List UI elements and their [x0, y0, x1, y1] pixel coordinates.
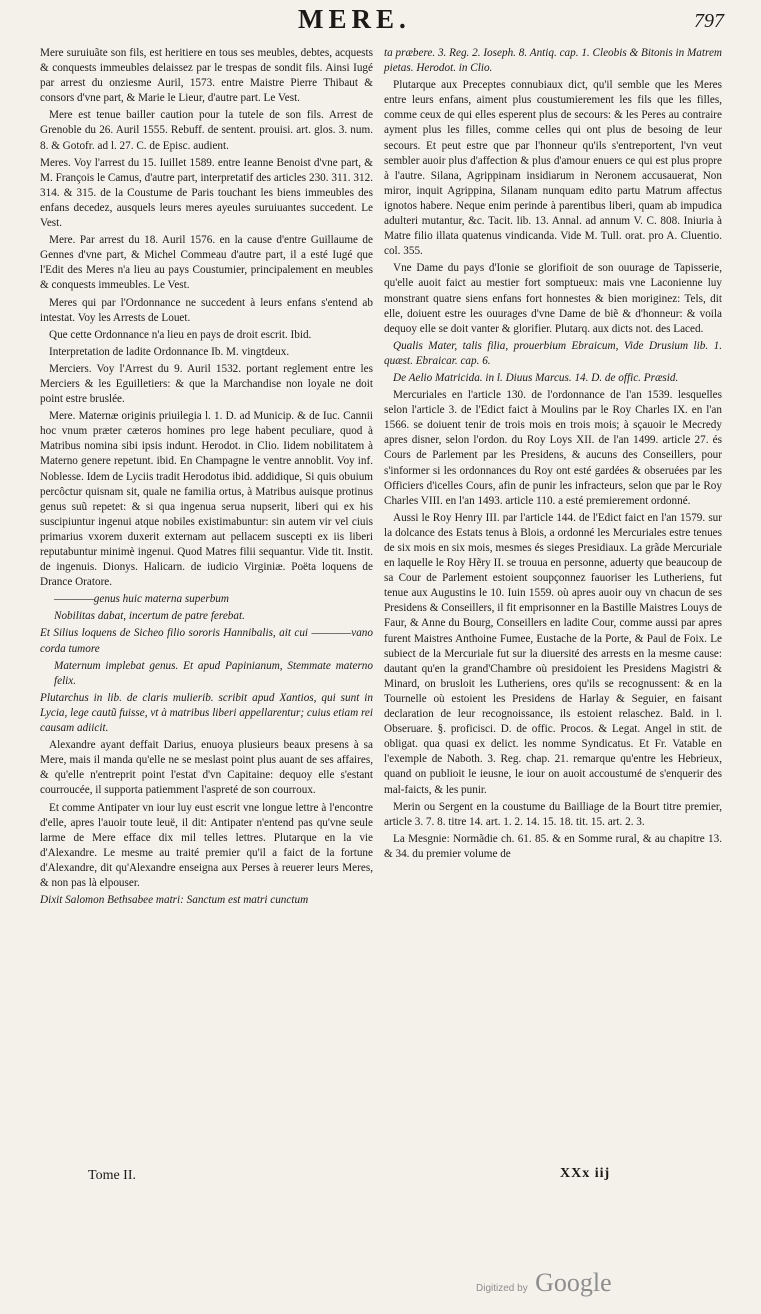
google-logo: Google	[535, 1268, 612, 1297]
paragraph: Mere est tenue bailler caution pour la tutele de son fils. Arrest de Grenoble du 26. Auril 1555. Rebuff. de sentent. prouisi. art. glos. 3. num. 8. & Gotofr. ad l. 27. C. de Episc. audient.	[40, 109, 373, 152]
paragraph: Dixit Salomon Bethsabee matri: Sanctum est matri cunctum	[40, 894, 309, 907]
paragraph: De Aelio Matricida. in l. Diuus Marcus. 14. D. de offic. Præsid.	[393, 371, 679, 384]
verse-line: Maternum implebat genus. Et apud Papinianum, Stemmate materno felix.	[54, 659, 373, 687]
paragraph: Et comme Antipater vn iour luy eust escrit vne longue lettre à l'encontre d'elle, apres l'auoir toute leuë, il dit: Antipater n'entend pas qu'vne seule larme de Mere efface dix mil telles lettres. Plutarque en la vie d'Alexandre. Le mesme au traité premier qu'il a faict de la fortune d'Alexandre, dit qu'Alexandre enseigna aux Perses à reuerer leurs Meres, & non pas là elpouser.	[40, 801, 373, 889]
google-watermark	[476, 1268, 612, 1298]
paragraph: ta præbere. 3. Reg. 2. Ioseph. 8. Antiq. cap. 1. Cleobis & Bitonis in Matrem pietas. Herodot. in Clio.	[384, 47, 722, 75]
left-column	[40, 46, 373, 910]
paragraph: Que cette Ordonnance n'a lieu en pays de droit escrit. Ibid.	[49, 328, 312, 341]
right-column	[384, 46, 722, 864]
verse-line: ————genus huic materna superbum	[54, 593, 229, 606]
volume-label: Tome II.	[88, 1168, 137, 1183]
paragraph: Alexandre ayant deffait Darius, enuoya plusieurs beaux presens à sa Mere, mais il manda qu'elle ne se meslast point plus auant de ses affaires, & qu'elle n'entreprit point l'estat d'vn Capitaine: dequoy elle s'estant courroucée, il supporta patiemment l'aspreté de son courroux.	[40, 739, 373, 797]
paragraph: Meres qui par l'Ordonnance ne succedent à leurs enfans s'entend ab intestat. Voy les Arrests de Louet.	[40, 296, 373, 324]
paragraph: Plutarque aux Preceptes connubiaux dict, qu'il semble que les Meres entre leurs enfans, aiment plus coustumierement les fils que les filles, comme ceux de qui elles esperent plus de secours: & les Peres au contraire ayment plus les filles, comme celles qui ont plus de besoing de leur secours. Et peut estre que par l'honneur qu'ils s'entreportent, l'vn veut sembler auoir plus d'affection & plus d'amour enuers ce qui est plus propre à l'autre. Silana, Agrippinam insidiarum in Neronem accusauerat, Non miror, inquit Agrippina, Silanam nunquam edito partu Matrum affectus ignotos habere. Neque enim perinde à parentibus liberi, quam ab impudica adulteri mutantur, &c. Tacit. lib. 13. Annal. ad annum V. C. 808. Iniuria à Matre filio illata quatenus vindicanda. Vide M. Tull. orat. pro A. Cluentio. col. 355.	[384, 79, 722, 258]
paragraph: Merciers. Voy l'Arrest du 9. Auril 1532. portant reglement entre les Merciers & les Eguilletiers: & que la Marchandise non loyale ne doit point estre bruslée.	[40, 362, 373, 406]
verse-line: Nobilitas dabat, incertum de patre ferebat.	[54, 610, 245, 623]
paragraph: Interpretation de ladite Ordonnance Ib. M. vingtdeux.	[49, 345, 290, 358]
paragraph: Qualis Mater, talis filia, prouerbium Ebraicum, Vide Drusium lib. 1. quæst. Ebraicar. cap. 6.	[384, 339, 722, 367]
paragraph: La Mesgnie: Normãdie ch. 61. 85. & en Somme rural, & au chapitre 13. & 34. du premier volume de	[384, 832, 722, 860]
paragraph: Mere suruiuãte son fils, est heritiere en tous ses meubles, debtes, acquests & conquests immeubles delaissez par le trespas de sondit fils. Ainsi Iugé par arrest du onziesme Auril, 1573. entre Maistre Pierre Thibaut & consors d'vne part, & Marie le Lieur, d'autre part. Le Vest.	[40, 47, 373, 105]
paragraph: Mere. Par arrest du 18. Auril 1576. en la cause d'entre Guillaume de Gennes d'vne part, & Michel Commeau d'autre part, il a esté Iugé que l'Edit des Meres n'a lieu au pays Coustumier, principalement en meubles & conquests immeubles. Le Vest.	[40, 234, 373, 292]
signature-mark: XXx iij	[560, 1166, 611, 1181]
paragraph: Meres. Voy l'arrest du 15. Iuillet 1589. entre Ieanne Benoist d'vne part, & M. François le Camus, d'autre part, interpretatif des articles 230. 311. 312. 314. & 315. de la Coustume de Paris touchant les biens immeubles des enfans decedez, ausquels leurs meres ayeules suruiuantes succedent. Le Vest.	[40, 156, 373, 230]
running-head	[0, 2, 761, 46]
paragraph: Mere. Maternæ originis priuilegia l. 1. D. ad Municip. & de Iuc. Cannii hoc vnum præter cæteros homines pro lege habent peculiare, quod à Matribus nomina sibi ipsis indunt. Herodot. in Clio. Iidem nobilitatem à Materno genere repetunt. ibid. En Champagne le ventre annoblit. Voy inf. Noblesse. Idem de Lyciis tradit Herodotus ibid. addidique, Si quis obuium percôctur quisnam sit, quale ne familia ortus, à Matribus auisque protinus genus suũ repetet: & si qua ingenua serua nupserit, liberi qui ex his suscipiuntur ingenui atque nobiles existimabuntur: sin autem vir vel ciuis primarius vxorem duxerit externam aut pellacem suscepti ex iis liberi reputabuntur minimè ingenui. Quod Matres filii sequantur. Vide tit. Instit. de ingenuis. Dionys. Halicarn. de iudicio Virginiæ. Poëta loquens de Drance Oratore.	[40, 410, 373, 589]
paragraph: Plutarchus in lib. de claris mulierib. scribit apud Xantios, qui sunt in Lycia, lege cautũ fuisse, vt à matribus liberi appellarentur; cuius etiam rei causam adiicit.	[40, 691, 373, 735]
page-number: 797	[694, 10, 724, 32]
paragraph: Aussi le Roy Henry III. par l'article 144. de l'Edict faict en l'an 1579. sur la dolcance des Estats tenus à Blois, a ordonné les Mercuriales estre tenues de six mois en six mois, mesmes és sieges Presidiaux. La grãde Mercuriale en laquelle le Roy Hẽry II. se trouua en personne, aduerty que beaucoup de sa Cour de Parlement estoient soupçonnez fauoriser les Lutheriens, fut tenue aux Augustins le 10. Iuin 1559. où apres auoir ouy vn chacun de ses Presidens & Conseillers, il fit emprisonner en la Bastille Maistres Louys de Faur, & Anne du Bourg, Conseillers en ladite Cour, comme aussi par apres furent Maistres Anthoine Fumee, Eustache de la Porte, & Paul de Foix. Le subiect de la Mercuriale fut sur la diuersité des arrests en la mesme cause: dautant qu'en la grand'Chambre où presidoient les Presidens Magistri & Minard, on brusloit les Lutheriens, ores qu'ils se recognussent: & en la Tournelle où estoient les Presidens de Harlay & Seguier, en faisant declaration de leur recognoissance, ils estoient relaschez. Bald. in l. Obseruare. §. proficisci. D. de offic. Procos. & Legat. Angel in stit. de obligat. qua quasi ex delict. les nomme Syndicatus. Et Fr. Vatable en l'exemple de Naboth. 3. Reg. chap. 21. remarque qu'entre les Hebrieux, quand on publioit le ieusne, le iour on auoit accoustumé de s'enquerir des mal-faicts, & les punir.	[384, 511, 722, 796]
paragraph: Merin ou Sergent en la coustume du Bailliage de la Bourt titre premier, article 3. 7. 8. titre 14. art. 1. 2. 14. 15. 18. tit. 15. art. 2. 3.	[384, 800, 722, 828]
watermark-prefix: Digitized by	[476, 1283, 528, 1294]
page-title: MERE.	[298, 4, 411, 34]
paragraph: Et Silius loquens de Sicheo filio sororis Hannibalis, ait cui ————vano corda tumore	[40, 627, 373, 655]
paragraph: Mercuriales en l'article 130. de l'ordonnance de l'an 1539. lesquelles selon l'article 3. de l'Edict faict à Moulins par le Roy Charles IX. en l'an 1566. se doiuent tenir de trois mois en trois mois; à sçauoir le Mecredy apres disner, selon l'ordon. du Roy Loys XII. de l'an 1499. article 27. és Cours de Parlement par les Presidens, & aucuns des Conseillers, pour s'informer si les ordonnances du Roy ont esté gardées & obseruées par les Officiers d'icelles Cours, afin de punir les infracteurs, selon que par le Roy Charles VIII. en l'an 1493. article 110. a esté premierement ordonné.	[384, 389, 722, 507]
paragraph: Vne Dame du pays d'Ionie se glorifioit de son ouurage de Tapisserie, qu'elle auoit faict au mestier fort somptueux: mais vne Laconienne luy monstrant quatre siens enfans fort honnestes & bien moriginez: Tels, dit elle, doiuent estre les ouurages d'vne Dame de biẽ & d'honneur: & voila dequoy elle se doit vanter & glorifier. Plutarq. aux dicts not. des Laced.	[384, 262, 722, 335]
